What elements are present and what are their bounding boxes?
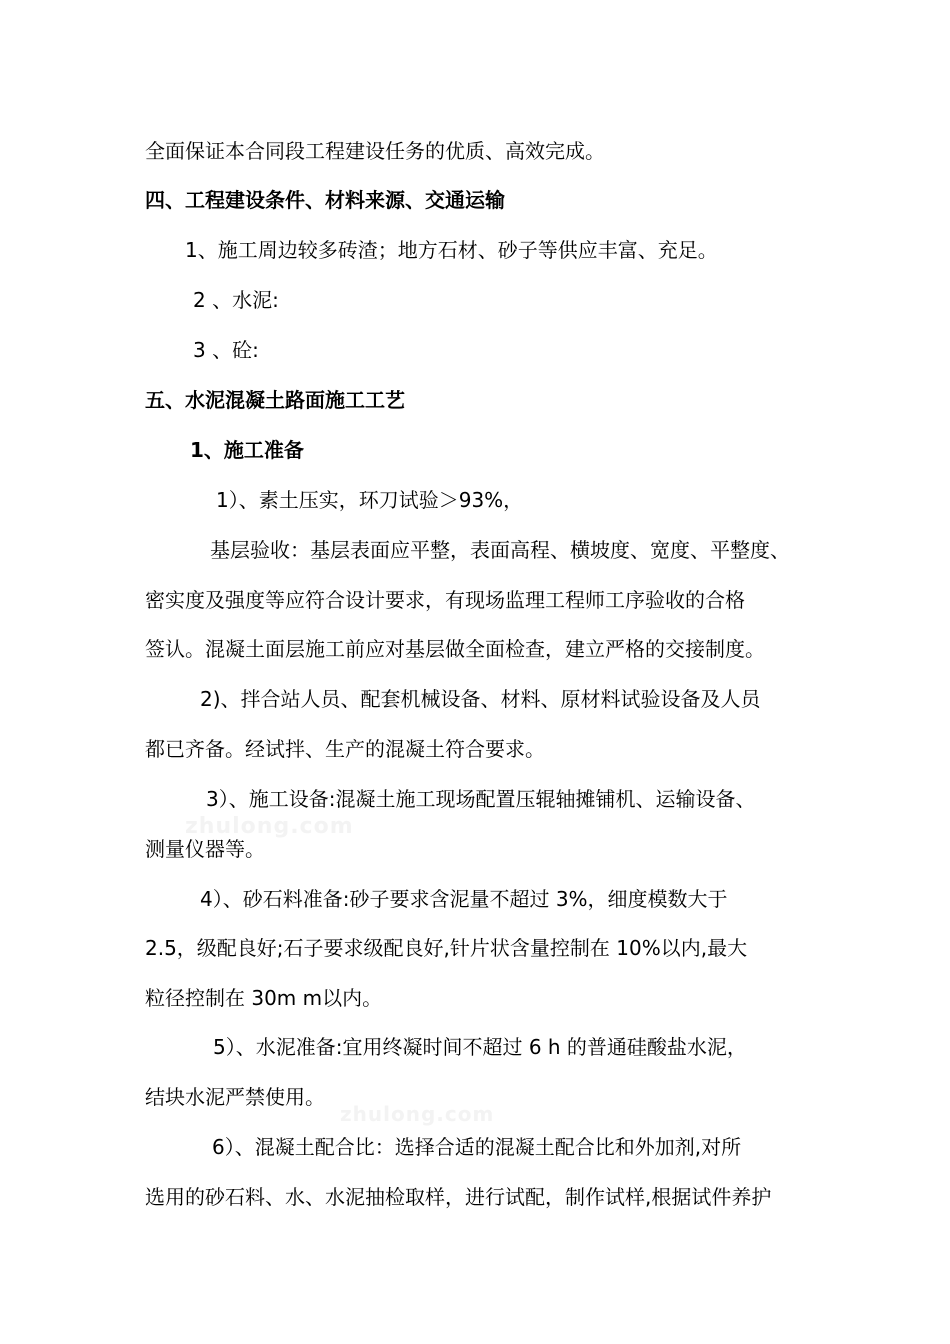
list-item: 2 、水泥: [193,288,279,312]
paragraph-line: 1）、素土压实，环刀试验＞93%， [216,488,524,512]
paragraph-line: 5）、水泥准备:宜用终凝时间不超过 6 h 的普通硅酸盐水泥， [213,1035,747,1059]
paragraph-line: 选用的砂石料、水、水泥抽检取样，进行试配，制作试样,根据试件养护 [145,1185,772,1209]
section-heading-5: 五、水泥混凝土路面施工工艺 [145,388,405,412]
watermark: zhulong.com [185,814,354,839]
paragraph-line: 测量仪器等。 [145,837,265,861]
paragraph-line: 结块水泥严禁使用。 [145,1085,325,1109]
paragraph-line: 基层验收：基层表面应平整，表面高程、横坡度、宽度、平整度、 [210,538,790,562]
list-item: 1、施工周边较多砖渣；地方石材、砂子等供应丰富、充足。 [185,238,718,262]
paragraph-line: 签认。混凝土面层施工前应对基层做全面检查，建立严格的交接制度。 [145,637,765,661]
paragraph-line: 粒径控制在 30m m以内。 [145,986,383,1010]
paragraph-line: 6）、混凝土配合比：选择合适的混凝土配合比和外加剂,对所 [212,1135,742,1159]
section-heading-4: 四、工程建设条件、材料来源、交通运输 [145,188,505,212]
watermark: zhulong.com [340,1102,495,1126]
paragraph-line: 2)、拌合站人员、配套机械设备、材料、原材料试验设备及人员 [200,687,761,711]
paragraph-line: 2.5，级配良好;石子要求级配良好,针片状含量控制在 10%以内,最大 [145,936,748,960]
paragraph-line: 3）、施工设备:混凝土施工现场配置压辊轴摊铺机、运输设备、 [206,787,756,811]
subsection-heading: 1、施工准备 [190,438,304,462]
paragraph-line: 4）、砂石料准备:砂子要求含泥量不超过 3%，细度模数大于 [200,887,728,911]
paragraph-line: 都已齐备。经试拌、生产的混凝土符合要求。 [145,737,545,761]
paragraph-line: 密实度及强度等应符合设计要求，有现场监理工程师工序验收的合格 [145,588,745,612]
paragraph-line: 全面保证本合同段工程建设任务的优质、高效完成。 [145,139,605,163]
list-item: 3 、砼: [193,338,259,362]
